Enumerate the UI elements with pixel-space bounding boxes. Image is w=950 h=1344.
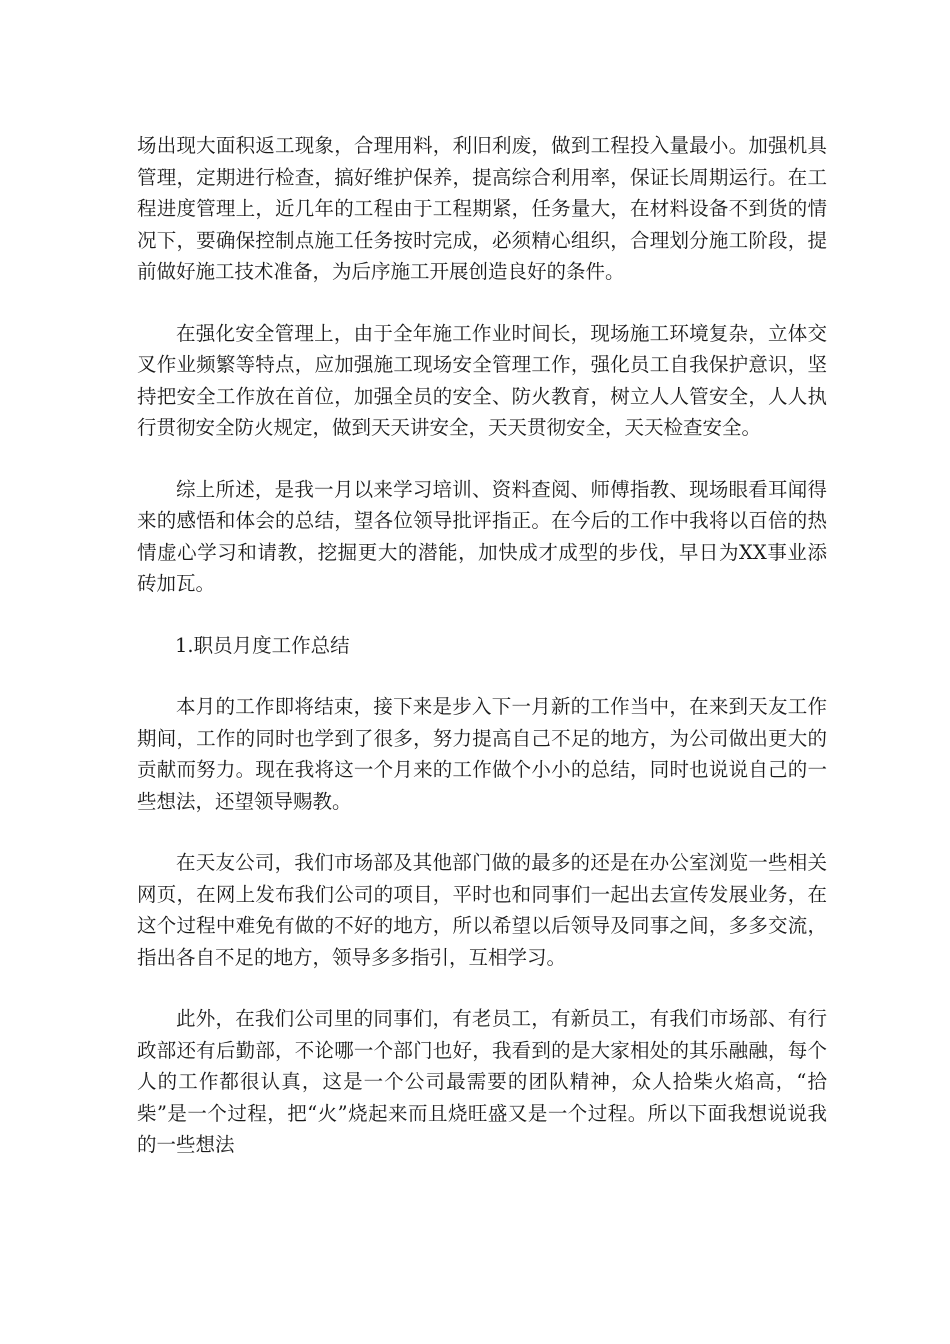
section-heading: 1.职员月度工作总结 bbox=[175, 633, 350, 657]
paragraph-1: 场出现大面积返工现象，合理用料，利旧利废，做到工程投入量最小。加强机具管理，定期进行检查，搞好维护保养，提高综合利用率，保证长周期运行。在工程进度管理上，近几年的工程由于工程期紧，任务量大，在材料设备不到货的情况下，要确保控制点施工任务按时完成，必须精心组织，合理划分施工阶段，提前做好施工技术准备，为后序施工开展创造良好的条件。 bbox=[137, 134, 827, 283]
document-body bbox=[137, 130, 827, 1191]
paragraph-3: 综上所述，是我一月以来学习培训、资料查阅、师傅指教、现场眼看耳闻得来的感悟和体会的总结，望各位领导批评指正。在今后的工作中我将以百倍的热情虚心学习和请教，挖掘更大的潜能，加快成才成型的步伐，早日为XX事业添砖加瓦。 bbox=[137, 477, 827, 595]
paragraph-5: 在天友公司，我们市场部及其他部门做的最多的还是在办公室浏览一些相关网页，在网上发布我们公司的项目，平时也和同事们一起出去宣传发展业务，在这个过程中难免有做的不好的地方，所以希望以后领导及同事之间，多多交流，指出各自不足的地方，领导多多指引，互相学习。 bbox=[137, 851, 827, 969]
paragraph-2: 在强化安全管理上，由于全年施工作业时间长，现场施工环境复杂，立体交叉作业频繁等特点，应加强施工现场安全管理工作，强化员工自我保护意识，坚持把安全工作放在首位，加强全员的安全、防火教育，树立人人管安全，人人执行贯彻安全防火规定，做到天天讲安全，天天贯彻安全，天天检查安全。 bbox=[137, 321, 827, 439]
paragraph-4: 本月的工作即将结束，接下来是步入下一月新的工作当中，在来到天友工作期间，工作的同时也学到了很多，努力提高自己不足的地方，为公司做出更大的贡献而努力。现在我将这一个月来的工作做个小小的总结，同时也说说自己的一些想法，还望领导赐教。 bbox=[137, 695, 827, 813]
paragraph-6: 此外，在我们公司里的同事们，有老员工，有新员工，有我们市场部、有行政部还有后勤部，不论哪一个部门也好，我看到的是大家相处的其乐融融，每个人的工作都很认真，这是一个公司最需要的团队精神，众人拾柴火焰高，“拾柴”是一个过程，把“火”烧起来而且烧旺盛又是一个过程。所以下面我想说说我的一些想法 bbox=[137, 1007, 827, 1156]
